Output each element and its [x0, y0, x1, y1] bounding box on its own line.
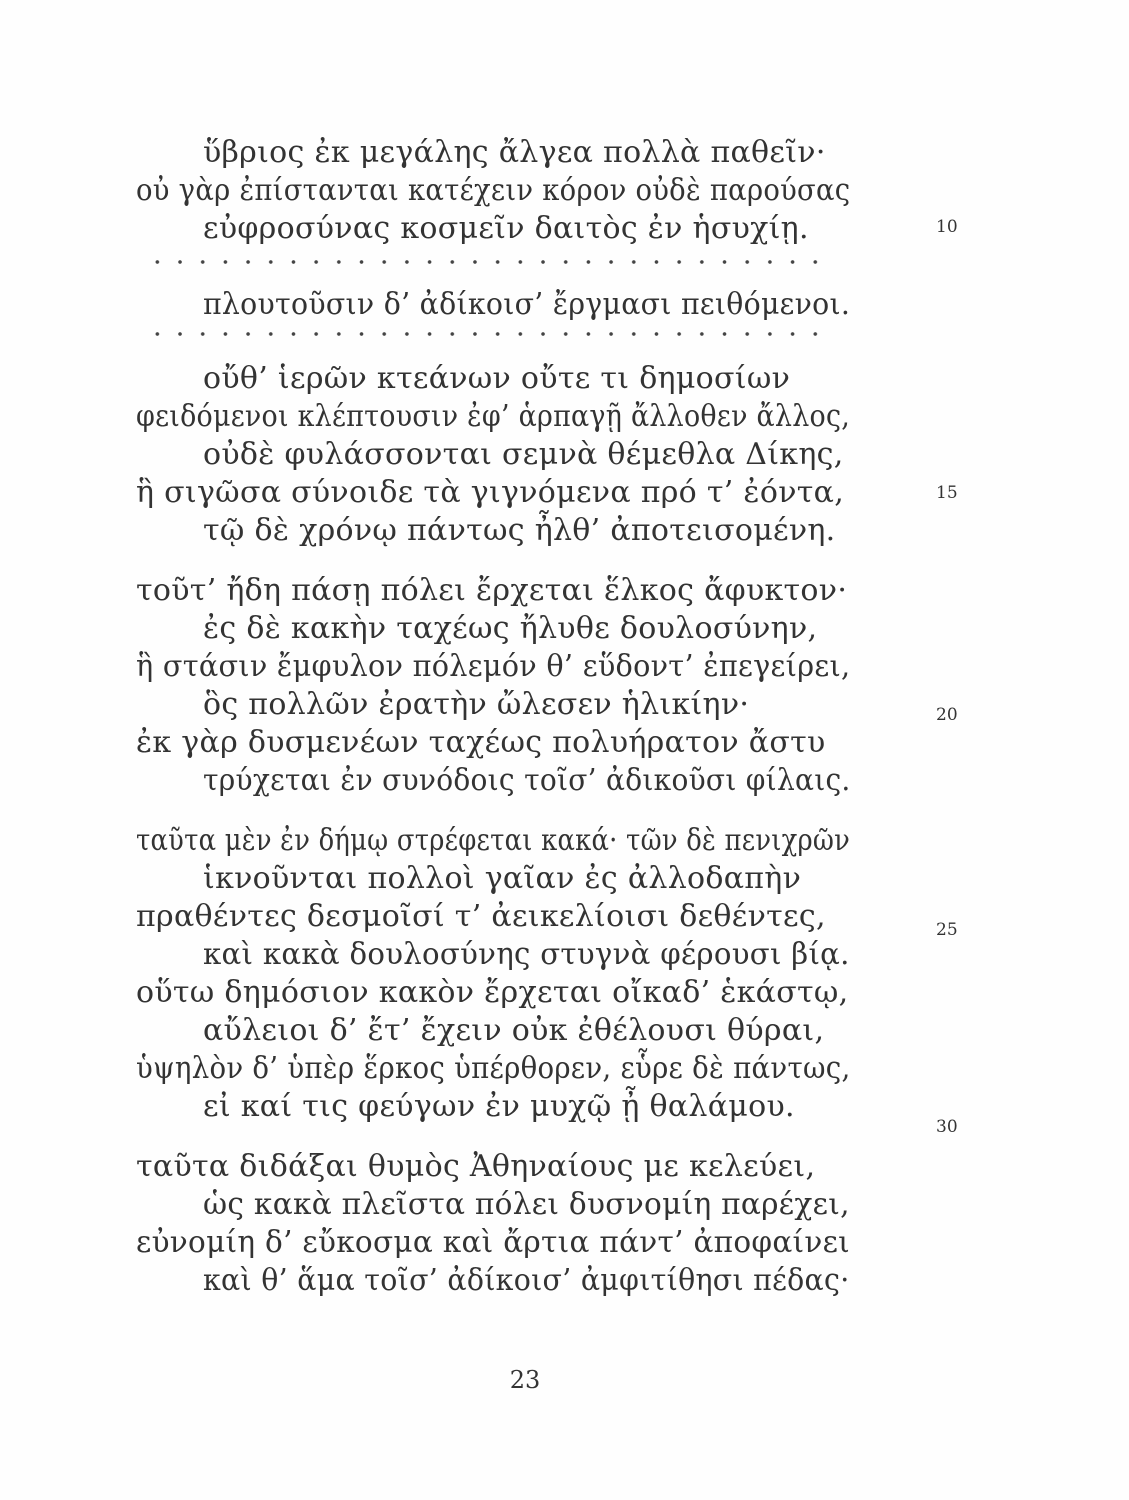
- verse-line: εὐνομίη δ’ εὔκοσμα καὶ ἄρτια πάντ’ ἀποφαίνει: [136, 1225, 851, 1260]
- verse-line: οὔθ’ ἱερῶν κτεάνων οὔτε τι δημοσίων: [203, 361, 791, 396]
- line-number: 20: [936, 705, 958, 725]
- verse-line: εὐφροσύνας κοσμεῖν δαιτὸς ἐν ἡσυχίῃ.: [203, 211, 809, 246]
- verse-line: καὶ θ’ ἅμα τοῖσ’ ἀδίκοισ’ ἀμφιτίθησι πέδας·: [203, 1263, 850, 1298]
- verse-line: ὕβριος ἐκ μεγάλης ἄλγεα πολλὰ παθεῖν·: [203, 135, 826, 170]
- verse-line: ὑψηλὸν δ’ ὑπὲρ ἕρκος ὑπέρθορεν, εὗρε δὲ πάντως,: [136, 1051, 851, 1086]
- verse-line: φειδόμενοι κλέπτουσιν ἐφ’ ἁρπαγῇ ἄλλοθεν ἄλλος,: [136, 399, 851, 434]
- verse-line: ἱκνοῦνται πολλοὶ γαῖαν ἐς ἀλλοδαπὴν: [203, 861, 802, 896]
- verse-line: οὐ γὰρ ἐπίστανται κατέχειν κόρον οὐδὲ παρούσας: [136, 173, 851, 208]
- verse-line: ὡς κακὰ πλεῖστα πόλει δυσνομίη παρέχει,: [203, 1187, 850, 1222]
- line-number: 25: [936, 920, 958, 940]
- verse-line: ἣ στάσιν ἔμφυλον πόλεμόν θ’ εὕδοντ’ ἐπεγείρει,: [136, 649, 851, 684]
- page-number: 23: [509, 1366, 541, 1394]
- verse-line: τρύχεται ἐν συνόδοις τοῖσ’ ἀδικοῦσι φίλαις.: [203, 763, 851, 798]
- verse-line: ταῦτα διδάξαι θυμὸς Ἀθηναίους με κελεύει,: [136, 1149, 816, 1184]
- verse-line: ἐς δὲ κακὴν ταχέως ἤλυθε δουλοσύνην,: [203, 611, 818, 646]
- line-number: 15: [936, 483, 958, 503]
- verse-line: τοῦτ’ ἤδη πάσῃ πόλει ἔρχεται ἕλκος ἄφυκτον·: [136, 573, 848, 608]
- verse-line: ὃς πολλῶν ἐρατὴν ὤλεσεν ἡλικίην·: [203, 687, 750, 722]
- lacuna-dots: [146, 331, 826, 337]
- line-number: 30: [936, 1117, 958, 1137]
- verse-line: ἐκ γὰρ δυσμενέων ταχέως πολυήρατον ἄστυ: [136, 725, 826, 760]
- verse-line: τῷ δὲ χρόνῳ πάντως ἦλθ’ ἀποτεισομένη.: [203, 513, 836, 548]
- verse-line: πλουτοῦσιν δ’ ἀδίκοισ’ ἔργμασι πειθόμενοι.: [203, 287, 851, 322]
- verse-line: αὔλειοι δ’ ἔτ’ ἔχειν οὐκ ἐθέλουσι θύραι,: [203, 1013, 825, 1048]
- verse-line: πραθέντες δεσμοῖσί τ’ ἀεικελίοισι δεθέντες,: [136, 899, 826, 934]
- lacuna-dots: [146, 259, 826, 265]
- line-number: 10: [936, 217, 958, 237]
- verse-line: ἣ σιγῶσα σύνοιδε τὰ γιγνόμενα πρό τ’ ἐόντα,: [136, 475, 845, 510]
- verse-line: ταῦτα μὲν ἐν δήμῳ στρέφεται κακά· τῶν δὲ πενιχρῶν: [136, 823, 851, 858]
- verse-line: οὕτω δημόσιον κακὸν ἔρχεται οἴκαδ’ ἑκάστῳ,: [136, 975, 849, 1010]
- verse-line: καὶ κακὰ δουλοσύνης στυγνὰ φέρουσι βίᾳ.: [203, 937, 850, 972]
- verse-line: οὐδὲ φυλάσσονται σεμνὰ θέμεθλα Δίκης,: [203, 437, 844, 472]
- verse-line: εἰ καί τις φεύγων ἐν μυχῷ ᾖ θαλάμου.: [203, 1089, 795, 1124]
